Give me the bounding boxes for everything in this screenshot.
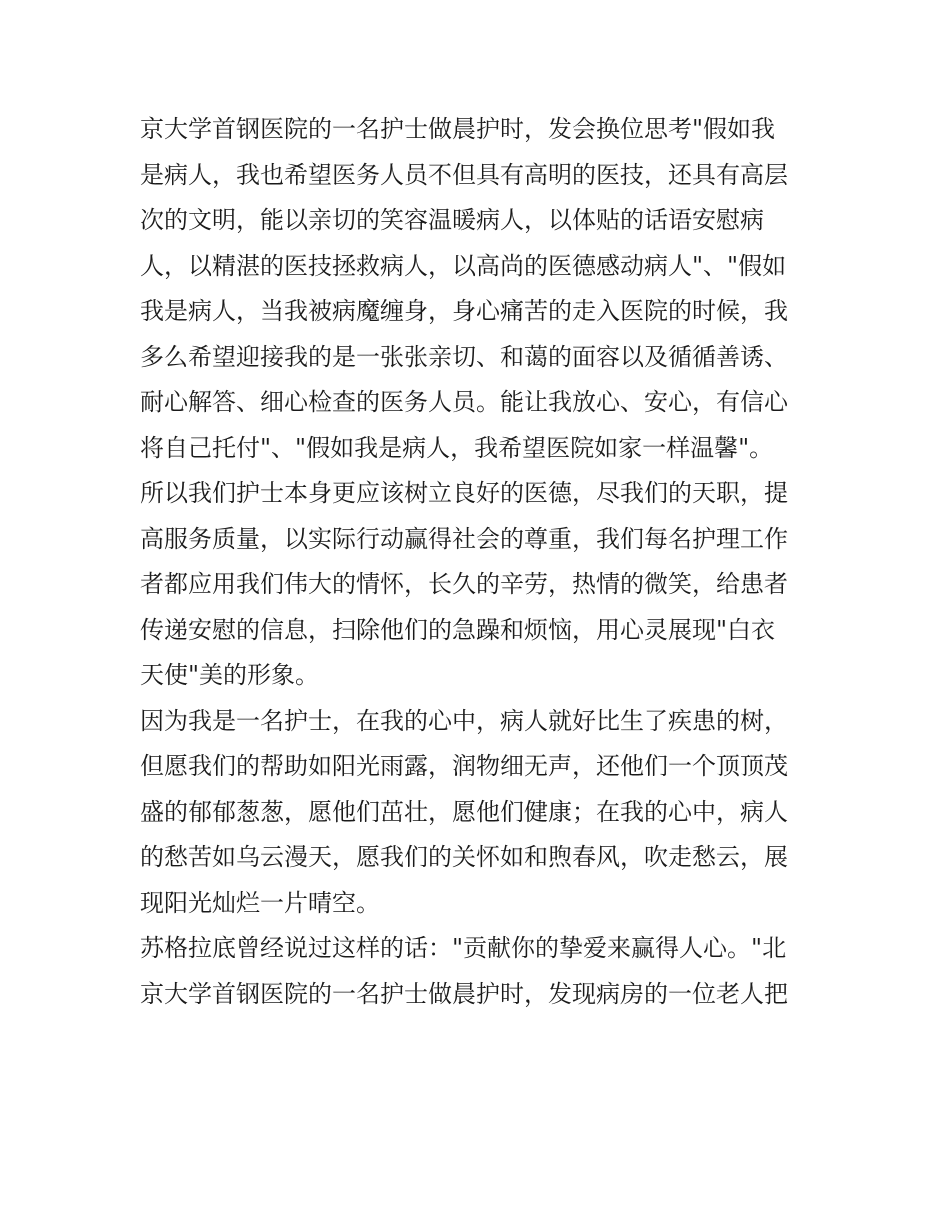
text-line: 次的文明，能以亲切的笑容温暖病人，以体贴的话语安慰病 (140, 206, 764, 234)
text-line: 所以我们护士本身更应该树立良好的医德，尽我们的天职，提 (140, 479, 788, 507)
text-line: 天使"美的形象。 (140, 661, 320, 689)
text-line: 盛的郁郁葱葱，愿他们茁壮，愿他们健康；在我的心中，病人 (140, 797, 788, 826)
text-line: 高服务质量，以实际行动赢得社会的尊重，我们每名护理工作 (140, 524, 788, 553)
text-line: 苏格拉底曾经说过这样的话："贡献你的挚爱来赢得人心。"北 (140, 934, 787, 962)
text-line: 京大学首钢医院的一名护士做晨护时，发现病房的一位老人把 (140, 979, 788, 1008)
text-line: 多么希望迎接我的是一张张亲切、和蔼的面容以及循循善诱、 (140, 342, 788, 371)
text-line: 耐心解答、细心检查的医务人员。能让我放心、安心，有信心 (140, 388, 788, 416)
text-line: 因为我是一名护士，在我的心中，病人就好比生了疾患的树， (140, 706, 788, 735)
text-line: 的愁苦如乌云漫天，愿我们的关怀如和煦春风，吹走愁云，展 (140, 843, 788, 871)
text-line: 传递安慰的信息，扫除他们的急躁和烦恼，用心灵展现"白衣 (140, 615, 776, 644)
text-line: 人，以精湛的医技拯救病人，以高尚的医德感动病人"、"假如 (140, 251, 787, 280)
text-line: 但愿我们的帮助如阳光雨露，润物细无声，还他们一个顶顶茂 (140, 752, 788, 780)
text-line: 现阳光灿烂一片晴空。 (140, 888, 380, 917)
text-line: 将自己托付"、"假如我是病人，我希望医院如家一样温馨"。 (140, 433, 774, 462)
text-line: 京大学首钢医院的一名护士做晨护时，发会换位思考"假如我 (140, 115, 776, 143)
text-line: 者都应用我们伟大的情怀，长久的辛劳，热情的微笑，给患者 (140, 570, 788, 598)
body-text (140, 107, 830, 1017)
text-line: 是病人，我也希望医务人员不但具有高明的医技，还具有高层 (140, 160, 788, 189)
text-line: 我是病人，当我被病魔缠身，身心痛苦的走入医院的时候，我 (140, 297, 788, 325)
